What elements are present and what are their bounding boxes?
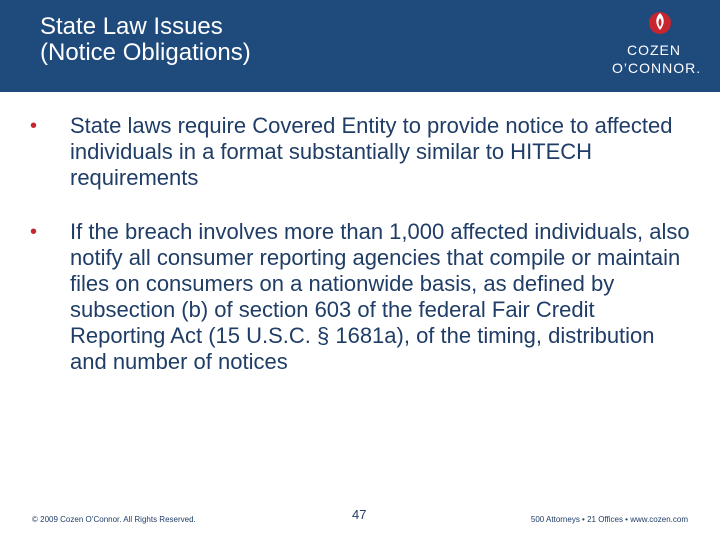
footer-tagline: 500 Attorneys • 21 Offices • www.cozen.com xyxy=(530,515,688,524)
bullet-item xyxy=(30,113,690,191)
slide-title-line1: State Law Issues xyxy=(40,13,223,40)
logo-text-line1: COZEN xyxy=(627,42,681,58)
slide-header xyxy=(0,0,720,92)
bullet-dot-icon: • xyxy=(30,221,38,243)
bullet-text: If the breach involves more than 1,000 affected individuals, also notify all consumer reporting agencies that compile or maintain files on consumers on a nationwide basis, as defined by subsection (b) of section 603 of the federal Fair Credit Reporting Act (15 U.S.C. § 1681a), of the timing, distribution and number of notices xyxy=(70,219,690,374)
bullet-dot-icon: • xyxy=(30,115,38,137)
slide-title-line2: (Notice Obligations) xyxy=(40,39,251,66)
page-number: 47 xyxy=(352,507,367,522)
slide-content xyxy=(30,113,690,403)
flame-logo-icon xyxy=(646,8,674,36)
logo-text-line2: O’CONNOR. xyxy=(612,60,702,76)
bullet-text: State laws require Covered Entity to provide notice to affected individuals in a format substantially similar to HITECH requirements xyxy=(70,113,673,190)
footer-copyright: © 2009 Cozen O’Connor. All Rights Reserved. xyxy=(32,515,196,524)
slide-title xyxy=(40,14,251,66)
bullet-item xyxy=(30,219,690,375)
cozen-oconnor-logo xyxy=(612,8,708,88)
